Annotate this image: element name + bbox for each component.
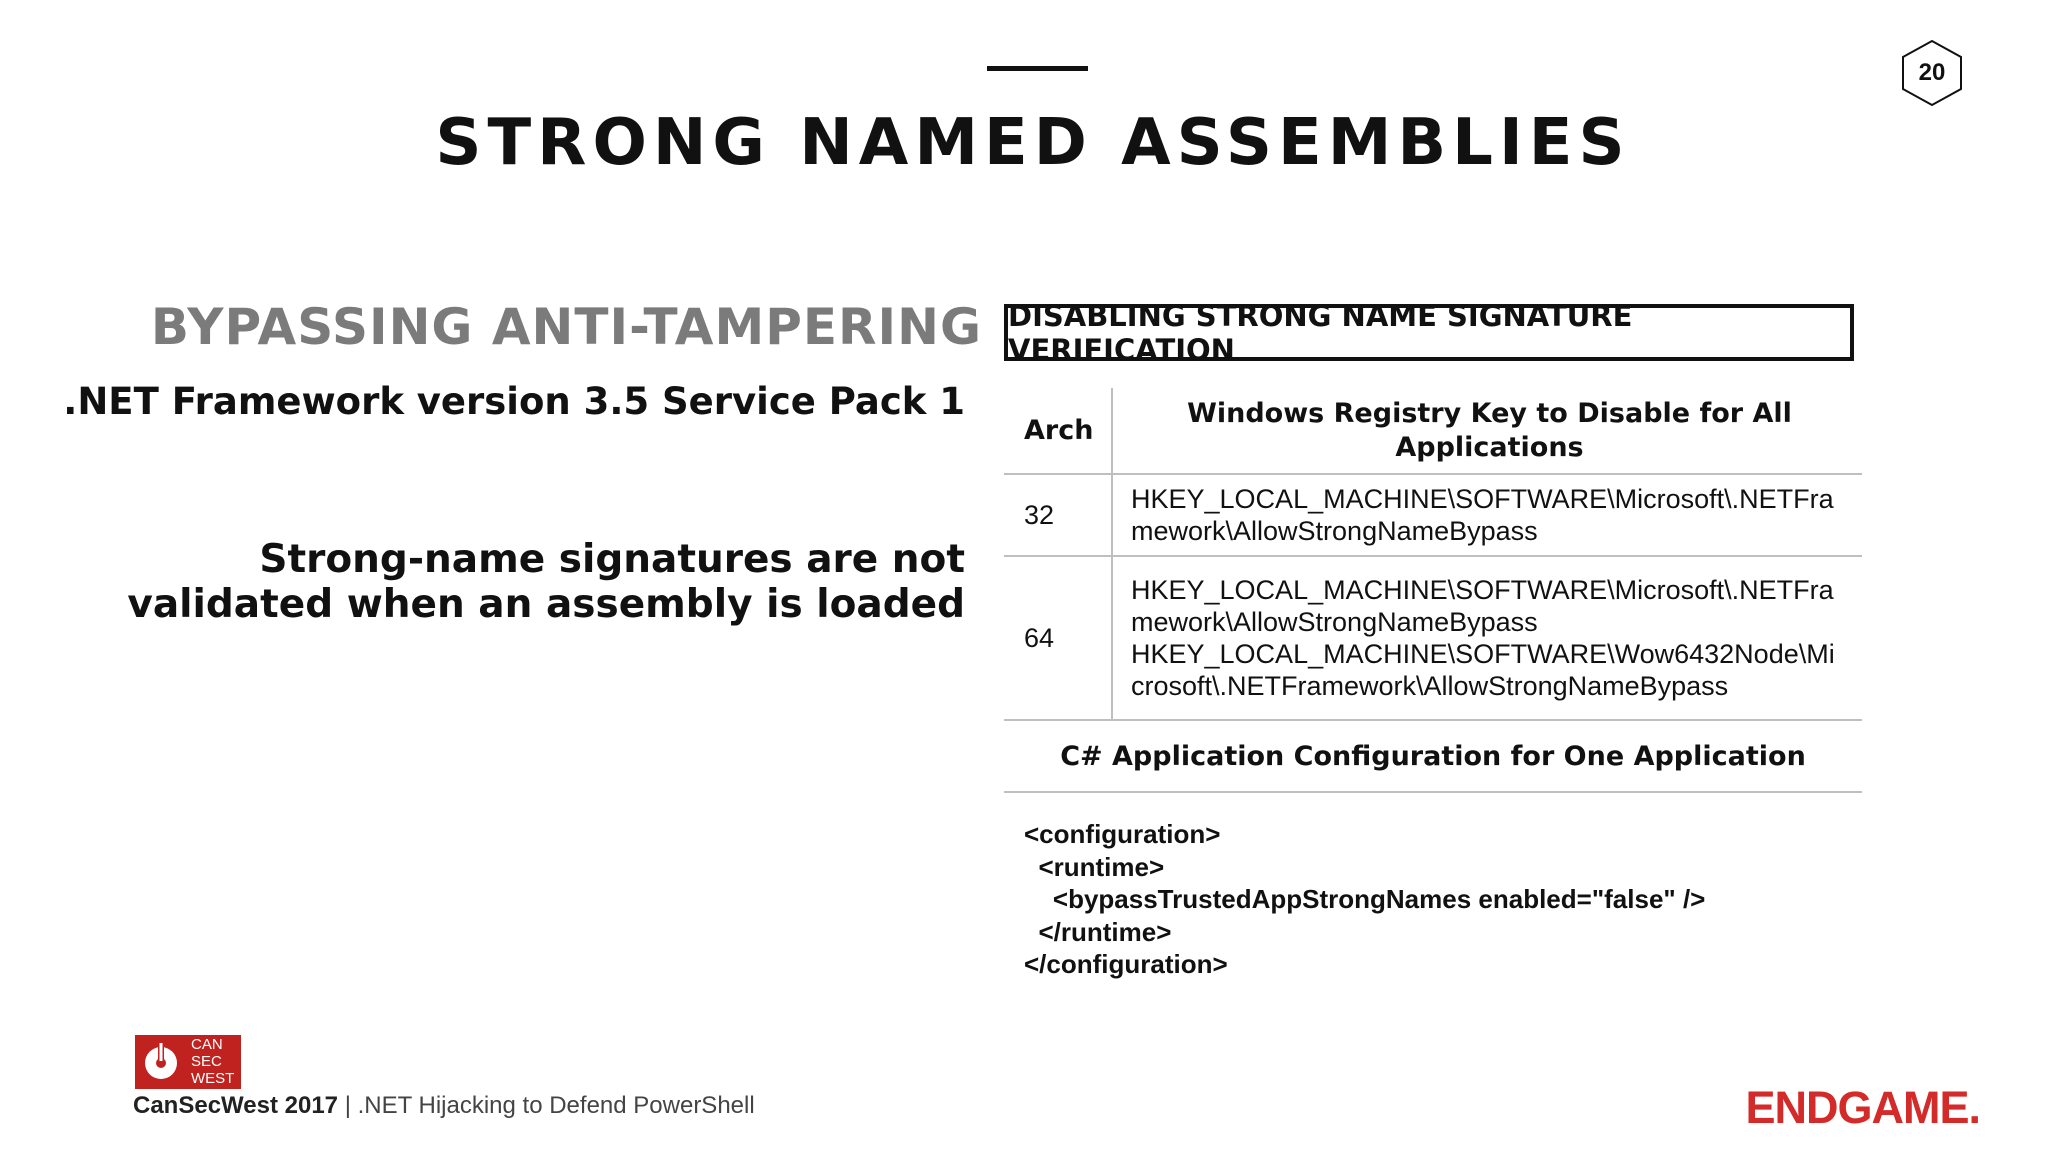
title-accent-rule [987,66,1088,71]
table-header-row [1004,388,1862,474]
logo-line: WEST [191,1070,235,1087]
registry-table [1004,388,1862,793]
config-header: C# Application Configuration for One Application [1060,740,1806,772]
logo-line: SEC [191,1053,222,1070]
statement-line: validated when an assembly is loaded [127,582,965,627]
config-line: <bypassTrustedAppStrongNames enabled="false" /> [1024,884,1706,914]
footer-separator: | [344,1092,351,1119]
table-row [1004,556,1862,720]
column-header-registry-key [1112,388,1862,474]
config-line: </configuration> [1024,949,1228,979]
registry-key: HKEY_LOCAL_MACHINE\SOFTWARE\Wow6432Node\Microsoft\.NETFramework\AllowStrongNameBypass [1131,639,1835,701]
config-header-row [1004,720,1862,792]
arch-cell: 32 [1004,474,1112,556]
config-line: <runtime> [1024,851,1165,882]
registry-key: HKEY_LOCAL_MACHINE\SOFTWARE\Microsoft\.NETFramework\AllowStrongNameBypass [1131,575,1834,637]
conference-name: CanSecWest 2017 [133,1092,339,1119]
arch-cell: 64 [1004,556,1112,720]
footer-caption [133,1092,755,1120]
page-number-badge [1900,38,1964,108]
slide-title: STRONG NAMED ASSEMBLIES [435,106,1631,180]
registry-key-cell [1112,474,1862,556]
section-subheading: BYPASSING ANTI-TAMPERING [150,298,982,356]
column-header-line: Windows Registry Key to Disable for All [1187,397,1792,429]
framework-version: .NET Framework version 3.5 Service Pack 1 [63,380,965,423]
logo-line: CAN [191,1036,223,1053]
config-line: </runtime> [1024,916,1172,947]
column-header-line: Applications [1395,431,1584,463]
cansecwest-logo [135,1035,241,1089]
talk-title: .NET Hijacking to Defend PowerShell [357,1092,755,1119]
page-number: 20 [1918,59,1946,86]
registry-key-cell [1112,556,1862,720]
config-line: <configuration> [1024,819,1221,849]
table-row [1004,474,1862,556]
registry-key: HKEY_LOCAL_MACHINE\SOFTWARE\Microsoft\.NETFramework\AllowStrongNameBypass [1131,484,1834,546]
logo-wordmark [191,1036,241,1087]
statement-text [60,537,965,627]
power-icon [135,1035,187,1089]
table-box-header: DISABLING STRONG NAME SIGNATURE VERIFICATION [1004,304,1854,361]
config-code-block [1024,818,1844,981]
statement-line: Strong-name signatures are not [259,537,965,582]
column-header-arch: Arch [1004,388,1112,474]
endgame-logo: ENDGAME. [1745,1082,1980,1133]
